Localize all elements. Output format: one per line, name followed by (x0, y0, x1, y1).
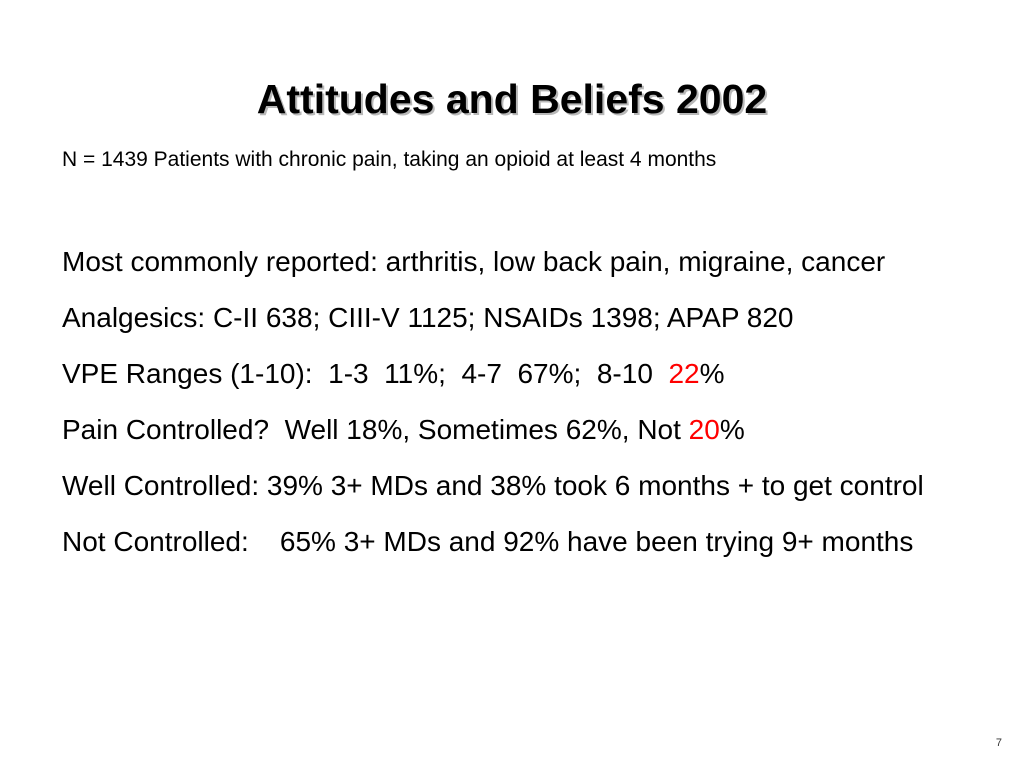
bullet-common-conditions: Most commonly reported: arthritis, low back pain, migraine, cancer (62, 246, 886, 277)
slide-subtitle: N = 1439 Patients with chronic pain, taking an opioid at least 4 months (62, 148, 717, 171)
vpe-text: VPE Ranges (1-10): 1-3 11%; 4-7 67%; 8-10 (62, 358, 669, 389)
bullet-vpe-ranges (62, 355, 982, 393)
bullet-pain-controlled (62, 411, 982, 449)
vpe-suffix: % (699, 358, 725, 389)
slide-title: Attitudes and Beliefs 2002 (256, 76, 768, 122)
bullet-analgesics: Analgesics: C-II 638; CIII-V 1125; NSAIDs 1398; APAP 820 (62, 302, 794, 333)
pain-highlight-value: 20 (688, 414, 720, 445)
vpe-highlight-value: 22 (668, 358, 700, 389)
page-number: 7 (995, 737, 1002, 749)
bullet-not-controlled: Not Controlled: 65% 3+ MDs and 92% have been trying 9+ months (62, 526, 914, 557)
bullet-well-controlled: Well Controlled: 39% 3+ MDs and 38% took 6 months + to get control (62, 470, 924, 501)
bullet-list (62, 243, 982, 579)
pain-text: Pain Controlled? Well 18%, Sometimes 62%, Not (62, 414, 689, 445)
pain-suffix: % (719, 414, 745, 445)
